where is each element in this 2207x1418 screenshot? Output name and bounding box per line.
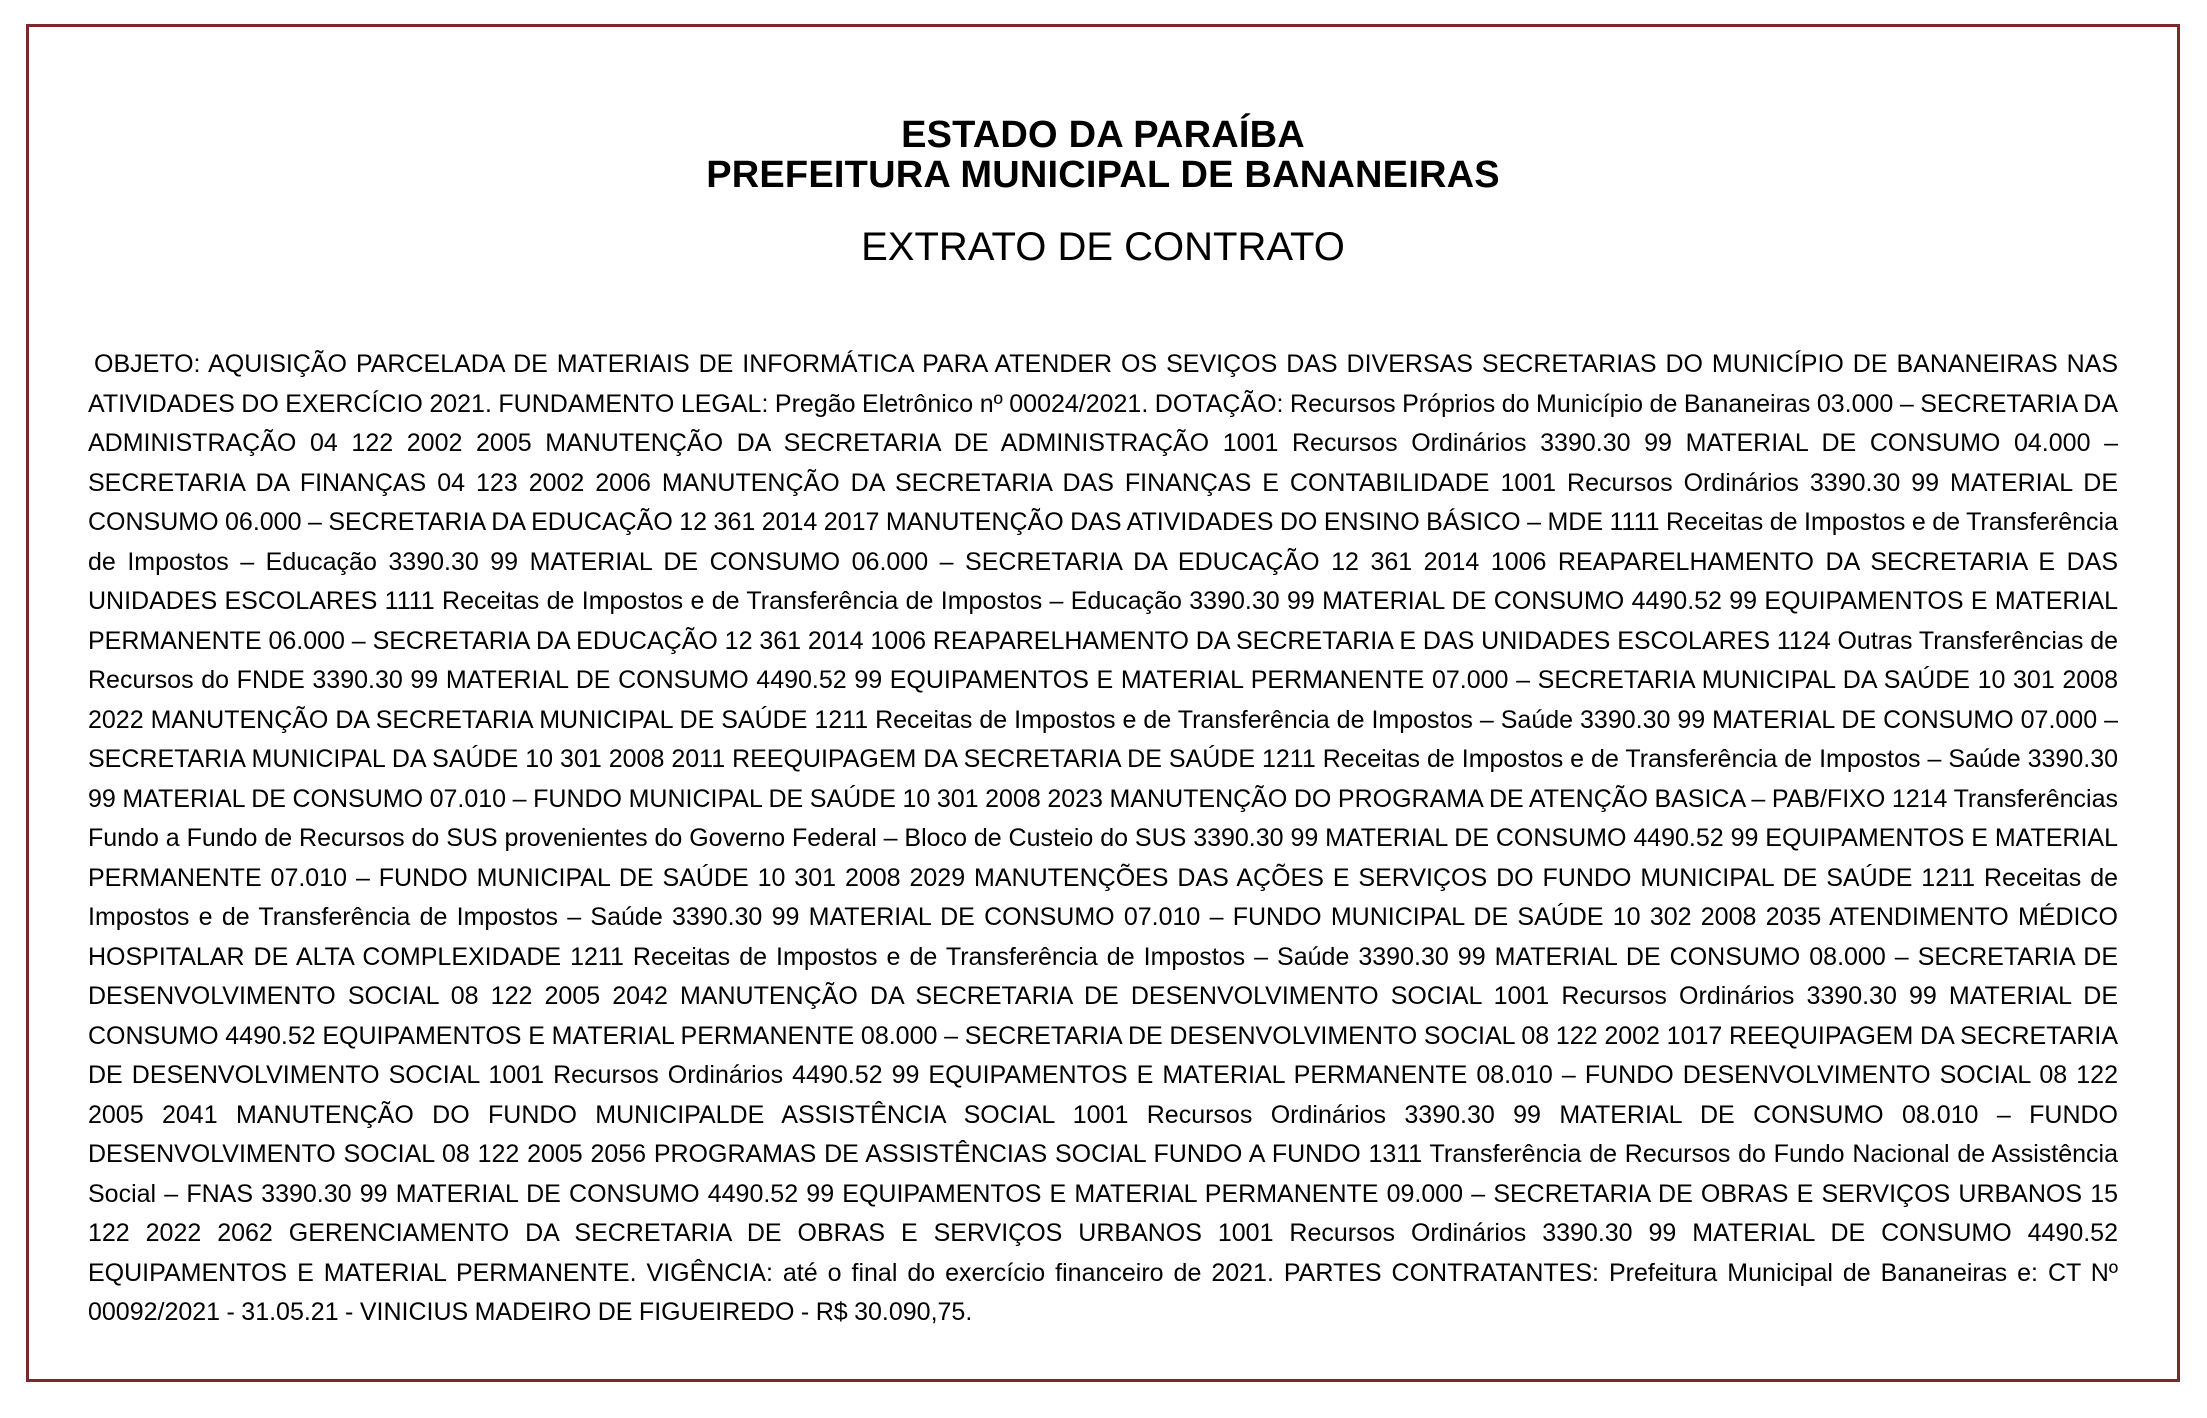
document-header [29, 115, 2177, 269]
prefecture-heading: PREFEITURA MUNICIPAL DE BANANEIRAS [706, 154, 1500, 196]
state-heading: ESTADO DA PARAÍBA [901, 114, 1305, 156]
document-title: EXTRATO DE CONTRATO [861, 225, 1345, 269]
document-frame [26, 24, 2180, 1382]
contract-extract-body: OBJETO: AQUISIÇÃO PARCELADA DE MATERIAIS DE INFORMÁTICA PARA ATENDER OS SEVIÇOS DAS DIVERSAS SECRETARIAS DO MUNICÍPIO DE BANANEIRAS NAS ATIVIDADES DO EXERCÍCIO 2021. FUNDAMENTO LEGAL: Pregão Eletrônico nº 00024/2021. DOTAÇÃO: Recursos Próprios do Município de Bananeiras 03.000 – SECRETARIA DA ADMINISTRAÇÃO 04 122 2002 2005 MANUTENÇÃO DA SECRETARIA DE ADMINISTRAÇÃO 1001 Recursos Ordinários 3390.30 99 MATERIAL DE CONSUMO 04.000 – SECRETARIA DA FINANÇAS 04 123 2002 2006 MANUTENÇÃO DA SECRETARIA DAS FINANÇAS E CONTABILIDADE 1001 Recursos Ordinários 3390.30 99 MATERIAL DE CONSUMO 06.000 – SECRETARIA DA EDUCAÇÃO 12 361 2014 2017 MANUTENÇÃO DAS ATIVIDADES DO ENSINO BÁSICO – MDE 1111 Receitas de Impostos e de Transferência de Impostos – Educação 3390.30 99 MATERIAL DE CONSUMO 06.000 – SECRETARIA DA EDUCAÇÃO 12 361 2014 1006 REAPARELHAMENTO DA SECRETARIA E DAS UNIDADES ESCOLARES 1111 Receitas de Impostos e de Transferência de Impostos – Educação 3390.30 99 MATERIAL DE CONSUMO 4490.52 99 EQUIPAMENTOS E MATERIAL PERMANENTE 06.000 – SECRETARIA DA EDUCAÇÃO 12 361 2014 1006 REAPARELHAMENTO DA SECRETARIA E DAS UNIDADES ESCOLARES 1124 Outras Transferências de Recursos do FNDE 3390.30 99 MATERIAL DE CONSUMO 4490.52 99 EQUIPAMENTOS E MATERIAL PERMANENTE 07.000 – SECRETARIA MUNICIPAL DA SAÚDE 10 301 2008 2022 MANUTENÇÃO DA SECRETARIA MUNICIPAL DE SAÚDE 1211 Receitas de Impostos e de Transferência de Impostos – Saúde 3390.30 99 MATERIAL DE CONSUMO 07.000 – SECRETARIA MUNICIPAL DA SAÚDE 10 301 2008 2011 REEQUIPAGEM DA SECRETARIA DE SAÚDE 1211 Receitas de Impostos e de Transferência de Impostos – Saúde 3390.30 99 MATERIAL DE CONSUMO 07.010 – FUNDO MUNICIPAL DE SAÚDE 10 301 2008 2023 MANUTENÇÃO DO PROGRAMA DE ATENÇÃO BASICA – PAB/FIXO 1214 Transferências Fundo a Fundo de Recursos do SUS provenientes do Governo Federal – Bloco de Custeio do SUS 3390.30 99 MATERIAL DE CONSUMO 4490.52 99 EQUIPAMENTOS E MATERIAL PERMANENTE 07.010 – FUNDO MUNICIPAL DE SAÚDE 10 301 2008 2029 MANUTENÇÕES DAS AÇÕES E SERVIÇOS DO FUNDO MUNICIPAL DE SAÚDE 1211 Receitas de Impostos e de Transferência de Impostos – Saúde 3390.30 99 MATERIAL DE CONSUMO 07.010 – FUNDO MUNICIPAL DE SAÚDE 10 302 2008 2035 ATENDIMENTO MÉDICO HOSPITALAR DE ALTA COMPLEXIDADE 1211 Receitas de Impostos e de Transferência de Impostos – Saúde 3390.30 99 MATERIAL DE CONSUMO 08.000 – SECRETARIA DE DESENVOLVIMENTO SOCIAL 08 122 2005 2042 MANUTENÇÃO DA SECRETARIA DE DESENVOLVIMENTO SOCIAL 1001 Recursos Ordinários 3390.30 99 MATERIAL DE CONSUMO 4490.52 EQUIPAMENTOS E MATERIAL PERMANENTE 08.000 – SECRETARIA DE DESENVOLVIMENTO SOCIAL 08 122 2002 1017 REEQUIPAGEM DA SECRETARIA DE DESENVOLVIMENTO SOCIAL 1001 Recursos Ordinários 4490.52 99 EQUIPAMENTOS E MATERIAL PERMANENTE 08.010 – FUNDO DESENVOLVIMENTO SOCIAL 08 122 2005 2041 MANUTENÇÃO DO FUNDO MUNICIPALDE ASSISTÊNCIA SOCIAL 1001 Recursos Ordinários 3390.30 99 MATERIAL DE CONSUMO 08.010 – FUNDO DESENVOLVIMENTO SOCIAL 08 122 2005 2056 PROGRAMAS DE ASSISTÊNCIAS SOCIAL FUNDO A FUNDO 1311 Transferência de Recursos do Fundo Nacional de Assistência Social – FNAS 3390.30 99 MATERIAL DE CONSUMO 4490.52 99 EQUIPAMENTOS E MATERIAL PERMANENTE 09.000 – SECRETARIA DE OBRAS E SERVIÇOS URBANOS 15 122 2022 2062 GERENCIAMENTO DA SECRETARIA DE OBRAS E SERVIÇOS URBANOS 1001 Recursos Ordinários 3390.30 99 MATERIAL DE CONSUMO 4490.52 EQUIPAMENTOS E MATERIAL PERMANENTE. VIGÊNCIA: até o final do exercício financeiro de 2021. PARTES CONTRATANTES: Prefeitura Municipal de Bananeiras e: CT Nº 00092/2021 - 31.05.21 - VINICIUS MADEIRO DE FIGUEIREDO - R$ 30.090,75. [88, 350, 2118, 1326]
